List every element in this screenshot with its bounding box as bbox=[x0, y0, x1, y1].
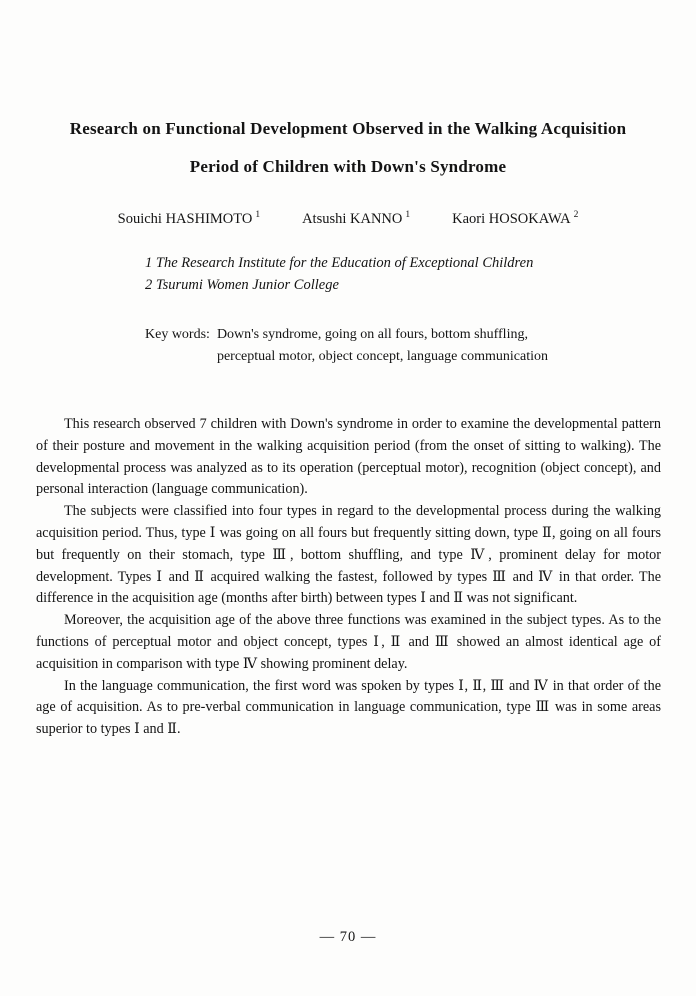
keywords-label: Key words: bbox=[145, 327, 210, 342]
paper-title bbox=[0, 0, 696, 186]
affiliations-block bbox=[145, 252, 696, 296]
author-1-name: Souichi HASHIMOTO bbox=[117, 211, 253, 227]
keywords-line-2: perceptual motor, object concept, language communication bbox=[216, 349, 548, 364]
author-2-affiliation-mark: 1 bbox=[405, 210, 411, 221]
page-number: — 70 — bbox=[319, 929, 377, 945]
author-1-affiliation-mark: 1 bbox=[255, 210, 261, 221]
author-1 bbox=[118, 211, 260, 228]
author-3-name: Kaori HOSOKAWA bbox=[452, 211, 571, 227]
affiliation-line-2: 2 Tsurumi Women Junior College bbox=[145, 277, 339, 293]
author-3 bbox=[452, 211, 578, 228]
keywords-text bbox=[217, 324, 548, 368]
author-2 bbox=[302, 211, 410, 228]
authors-row bbox=[0, 211, 696, 228]
abstract-body bbox=[36, 414, 661, 741]
paper-title-line-1: Research on Functional Development Observed in the Walking Acquisition bbox=[69, 119, 627, 138]
paper-title-line-2: Period of Children with Down's Syndrome bbox=[189, 157, 507, 176]
abstract-paragraph-4: In the language communication, the first word was spoken by types Ⅰ, Ⅱ, Ⅲ and Ⅳ in that order of the age of acquisition. As to pre-verbal communication in language communication, type Ⅲ was in some areas superior to types Ⅰ and Ⅱ. bbox=[36, 677, 661, 738]
abstract-paragraph-2: The subjects were classified into four types in regard to the developmental process during the walking acquisition period. Thus, type Ⅰ was going on all fours but frequently sitting down, type Ⅱ, going on all fours but frequently on their stomach, type Ⅲ, bottom shuffling, and type Ⅳ, prominent delay for motor development. Types Ⅰ and Ⅱ acquired walking the fastest, followed by types Ⅲ and Ⅳ in that order. The difference in the acquisition age (months after birth) between types Ⅰ and Ⅱ was not significant. bbox=[36, 503, 661, 607]
abstract-paragraph-1: This research observed 7 children with Down's syndrome in order to examine the developmental pattern of their posture and movement in the walking acquisition period (from the onset of sitting to walking). The developmental process was analyzed as to its operation (perceptual motor), recognition (object concept), and personal interaction (language communication). bbox=[36, 416, 661, 498]
affiliation-line-1: 1 The Research Institute for the Education of Exceptional Children bbox=[145, 255, 534, 271]
keywords-line-1: Down's syndrome, going on all fours, bottom shuffling, bbox=[216, 327, 528, 342]
keywords-block bbox=[145, 324, 696, 368]
author-3-affiliation-mark: 2 bbox=[573, 210, 579, 221]
author-2-name: Atsushi KANNO bbox=[302, 211, 403, 227]
abstract-paragraph-3: Moreover, the acquisition age of the above three functions was examined in the subject types. As to the functions of perceptual motor and object concept, types Ⅰ, Ⅱ and Ⅲ showed an almost identical age of acquisition in comparison with type Ⅳ showing prominent delay. bbox=[36, 612, 661, 672]
